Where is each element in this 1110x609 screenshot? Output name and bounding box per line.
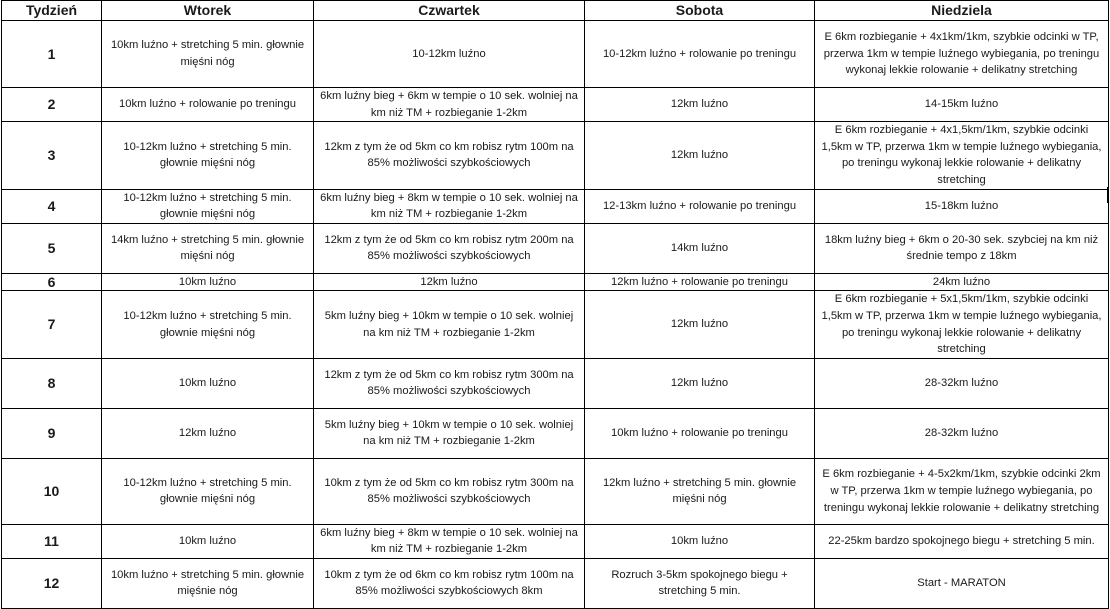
cell-saturday: 12km luźno	[585, 291, 815, 358]
table-row	[2, 358, 1109, 408]
cell-saturday: 10km luźno + rolowanie po treningu	[585, 408, 815, 458]
cell-tuesday: 10-12km luźno + stretching 5 min. głownie mięśni nóg	[102, 189, 314, 223]
cell-week: 11	[2, 524, 102, 558]
table-row	[2, 408, 1109, 458]
cell-thursday: 6km luźny bieg + 8km w tempie o 10 sek. wolniej na km niż TM + rozbieganie 1-2km	[314, 524, 585, 558]
cell-week: 7	[2, 291, 102, 358]
cell-tuesday: 10km luźno + stretching 5 min. głownie mięśni nóg	[102, 21, 314, 88]
header-sunday: Niedziela	[815, 1, 1109, 21]
cell-sunday: 14-15km luźno	[815, 88, 1109, 122]
table-row	[2, 189, 1109, 223]
cell-saturday: 10-12km luźno + rolowanie po treningu	[585, 21, 815, 88]
cell-sunday: 28-32km luźno	[815, 408, 1109, 458]
cell-week: 12	[2, 558, 102, 608]
table-row	[2, 88, 1109, 122]
cell-week: 10	[2, 458, 102, 524]
table-row	[2, 558, 1109, 608]
cell-thursday: 10-12km luźno	[314, 21, 585, 88]
cell-saturday: 14km luźno	[585, 223, 815, 273]
cell-thursday: 5km luźny bieg + 10km w tempie o 10 sek. wolniej na km niż TM + rozbieganie 1-2km	[314, 408, 585, 458]
cell-week: 9	[2, 408, 102, 458]
header-thursday: Czwartek	[314, 1, 585, 21]
table-row	[2, 458, 1109, 524]
cell-saturday: 10km luźno	[585, 524, 815, 558]
cell-week: 3	[2, 122, 102, 189]
cell-thursday: 6km luźny bieg + 8km w tempie o 10 sek. wolniej na km niż TM + rozbieganie 1-2km	[314, 189, 585, 223]
header-saturday: Sobota	[585, 1, 815, 21]
table-row	[2, 223, 1109, 273]
cell-tuesday: 10km luźno	[102, 273, 314, 291]
cell-tuesday: 12km luźno	[102, 408, 314, 458]
cell-thursday: 10km z tym że od 6km co km robisz rytm 100m na 85% możliwości szybkościowych 8km	[314, 558, 585, 608]
header-tuesday: Wtorek	[102, 1, 314, 21]
cell-tuesday: 10-12km luźno + stretching 5 min. głownie mięśni nóg	[102, 458, 314, 524]
cell-thursday: 12km luźno	[314, 273, 585, 291]
cell-sunday: E 6km rozbieganie + 4x1,5km/1km, szybkie odcinki 1,5km w TP, przerwa 1km w tempie luźnego wybiegania, po treningu wykonaj lekkie rolowanie + delikatny stretching	[815, 122, 1109, 189]
text-cursor	[1107, 187, 1108, 203]
cell-saturday: Rozruch 3-5km spokojnego biegu + stretching 5 min.	[585, 558, 815, 608]
cell-sunday: 24km luźno	[815, 273, 1109, 291]
cell-week: 1	[2, 21, 102, 88]
cell-tuesday: 10-12km luźno + stretching 5 min. głownie mięśni nóg	[102, 122, 314, 189]
cell-week: 2	[2, 88, 102, 122]
cell-sunday: 28-32km luźno	[815, 358, 1109, 408]
training-plan-table	[1, 0, 1109, 609]
cell-tuesday: 10km luźno + stretching 5 min. głownie mięśnie nóg	[102, 558, 314, 608]
table-row	[2, 21, 1109, 88]
cell-thursday: 12km z tym że od 5km co km robisz rytm 200m na 85% możliwości szybkościowych	[314, 223, 585, 273]
table-body	[2, 21, 1109, 609]
cell-saturday: 12km luźno + stretching 5 min. głownie mięśni nóg	[585, 458, 815, 524]
cell-thursday: 5km luźny bieg + 10km w tempie o 10 sek. wolniej na km niż TM + rozbieganie 1-2km	[314, 291, 585, 358]
cell-sunday: Start - MARATON	[815, 558, 1109, 608]
cell-week: 4	[2, 189, 102, 223]
cell-thursday: 6km luźny bieg + 6km w tempie o 10 sek. wolniej na km niż TM + rozbieganie 1-2km	[314, 88, 585, 122]
cell-thursday: 12km z tym że od 5km co km robisz rytm 300m na 85% możliwości szybkościowych	[314, 358, 585, 408]
table-row	[2, 122, 1109, 189]
table-row	[2, 273, 1109, 291]
cell-tuesday: 10-12km luźno + stretching 5 min. głownie mięśni nóg	[102, 291, 314, 358]
cell-week: 5	[2, 223, 102, 273]
cell-saturday: 12km luźno	[585, 88, 815, 122]
cell-sunday: 22-25km bardzo spokojnego biegu + stretching 5 min.	[815, 524, 1109, 558]
cell-week: 8	[2, 358, 102, 408]
cell-tuesday: 10km luźno + rolowanie po treningu	[102, 88, 314, 122]
cell-saturday: 12km luźno	[585, 122, 815, 189]
cell-thursday: 10km z tym że od 5km co km robisz rytm 300m na 85% możliwości szybkościowych	[314, 458, 585, 524]
header-week: Tydzień	[2, 1, 102, 21]
header-row	[2, 1, 1109, 21]
cell-tuesday: 10km luźno	[102, 524, 314, 558]
cell-sunday: E 6km rozbieganie + 4-5x2km/1km, szybkie odcinki 2km w TP, przerwa 1km w tempie luźnego wybiegania, po treningu wykonaj lekkie rolowanie + delikatny stretching	[815, 458, 1109, 524]
cell-week: 6	[2, 273, 102, 291]
cell-thursday: 12km z tym że od 5km co km robisz rytm 100m na 85% możliwości szybkościowych	[314, 122, 585, 189]
cell-sunday: E 6km rozbieganie + 5x1,5km/1km, szybkie odcinki 1,5km w TP, przerwa 1km w tempie luźnego wybiegania, po treningu wykonaj lekkie rolowanie + delikatny stretching	[815, 291, 1109, 358]
cell-tuesday: 14km luźno + stretching 5 min. głownie mięśni nóg	[102, 223, 314, 273]
cell-sunday: E 6km rozbieganie + 4x1km/1km, szybkie odcinki w TP, przerwa 1km w tempie luźnego wybiegania, po treningu wykonaj lekkie rolowanie + delikatny stretching	[815, 21, 1109, 88]
cell-sunday: 18km luźny bieg + 6km o 20-30 sek. szybciej na km niż średnie tempo z 18km	[815, 223, 1109, 273]
table-row	[2, 524, 1109, 558]
cell-sunday: 15-18km luźno	[815, 189, 1109, 223]
cell-tuesday: 10km luźno	[102, 358, 314, 408]
cell-saturday: 12km luźno	[585, 358, 815, 408]
cell-saturday: 12-13km luźno + rolowanie po treningu	[585, 189, 815, 223]
table-row	[2, 291, 1109, 358]
cell-saturday: 12km luźno + rolowanie po treningu	[585, 273, 815, 291]
